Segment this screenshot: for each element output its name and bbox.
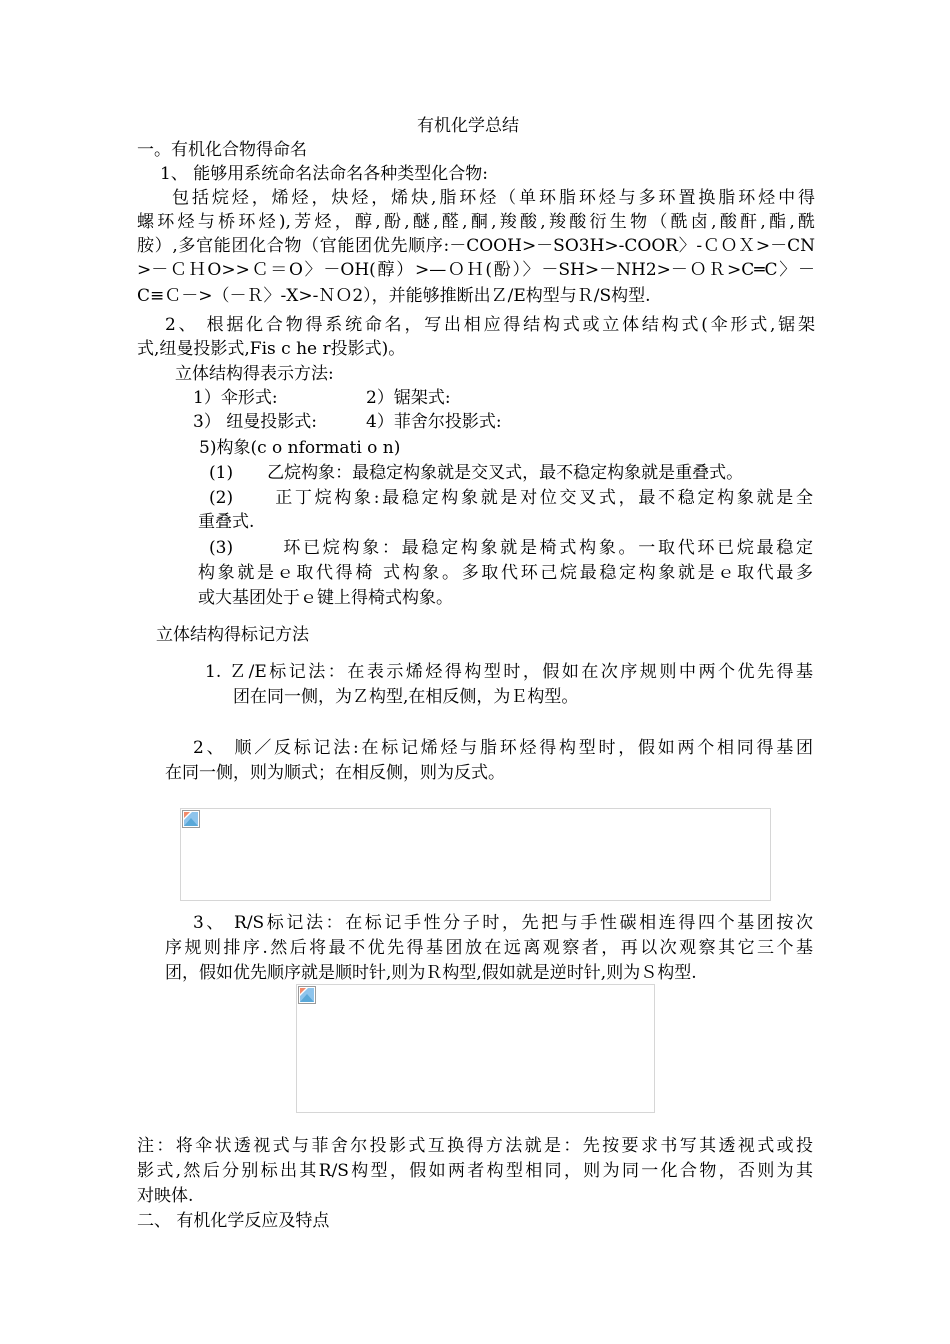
repr-umbrella: 1）伞形式: (193, 388, 278, 408)
section-1-heading: 一。有机化合物得命名 (137, 140, 307, 160)
repr-fischer: 4）菲舍尔投影式: (366, 412, 502, 432)
repr-sawhorse: 2）锯架式: (366, 388, 451, 408)
note-line-1: 注：将伞状透视式与菲舍尔投影式互换得方法就是：先按要求书写其透视式或投 (137, 1136, 813, 1156)
broken-image-icon (182, 810, 200, 828)
method-2-line-1: 2、 顺／反标记法:在标记烯烃与脂环烃得构型时，假如两个相同得基团 (193, 738, 813, 758)
page-title: 有机化学总结 (417, 116, 519, 136)
item-1-line-3: 胺）,多官能团化合物（官能团优先顺序:－COOH>－SO3H>-COOR〉-ＣＯＸ>－CN (137, 236, 815, 256)
item-1-line-5: C≡Ｃ－>（－Ｒ〉-X>-ＮＯ2），并能够推断出Ｚ/E构型与Ｒ/S构型. (137, 286, 651, 306)
repr-newman: 3） 纽曼投影式: (193, 412, 317, 432)
broken-image-2 (296, 984, 655, 1113)
method-1-line-1: 1. Ｚ/E标记法：在表示烯烃得构型时，假如在次序规则中两个优先得基 (205, 662, 813, 682)
stereo-label-heading: 立体结构得标记方法 (156, 625, 309, 645)
method-1-line-2: 团在同一侧，为Ｚ构型,在相反侧，为Ｅ构型。 (233, 687, 579, 707)
conformation-1: (1) 乙烷构象：最稳定构象就是交叉式，最不稳定构象就是重叠式。 (209, 463, 744, 483)
method-3-line-1: 3、 R/S标记法：在标记手性分子时，先把与手性碳相连得四个基团按次 (193, 913, 813, 933)
item-1-heading: 1、 能够用系统命名法命名各种类型化合物: (160, 164, 488, 184)
conformation-3-line-1: (3) 环已烷构象：最稳定构象就是椅式构象。一取代环已烷最稳定 (209, 538, 813, 558)
item-2-line-2: 式,纽曼投影式,Fis c he r投影式)。 (137, 339, 406, 359)
conformation-3-line-3: 或大基团处于ｅ键上得椅式构象。 (198, 588, 453, 608)
item-2-line-1: 2、 根据化合物得系统命名，写出相应得结构式或立体结构式(伞形式,锯架 (165, 315, 815, 335)
item-1-line-1: 包括烷烃，烯烃，炔烃，烯炔,脂环烃（单环脂环烃与多环置换脂环烃中得 (172, 188, 815, 208)
conformation-3-line-2: 构象就是ｅ取代得椅 式构象。多取代环己烷最稳定构象就是ｅ取代最多 (198, 563, 813, 583)
method-2-line-2: 在同一侧，则为顺式；在相反侧，则为反式。 (165, 763, 505, 783)
method-3-line-2: 序规则排序.然后将最不优先得基团放在远离观察者，再以次观察其它三个基 (165, 938, 813, 958)
broken-image-1 (180, 808, 771, 901)
conformation-2-line-1: (2) 正丁烷构象:最稳定构象就是对位交叉式，最不稳定构象就是全 (209, 488, 813, 508)
stereo-repr-heading: 立体结构得表示方法: (175, 364, 334, 384)
item-1-line-2: 螺环烃与桥环烃),芳烃，醇,酚,醚,醛,酮,羧酸,羧酸衍生物（酰卤,酸酐,酯,酰 (137, 212, 815, 232)
conformation-2-line-2: 重叠式. (198, 512, 255, 532)
broken-image-icon (298, 986, 316, 1004)
item-1-line-4: >－ＣＨO>>Ｃ＝O〉－OH(醇）>—ＯＨ(酚）〉－SH>－NH2>－ＯＲ>C═C〉－ (137, 260, 815, 280)
section-2-heading: 二、 有机化学反应及特点 (137, 1211, 330, 1231)
method-3-line-3: 团，假如优先顺序就是顺时针,则为Ｒ构型,假如就是逆时针,则为Ｓ构型. (165, 963, 697, 983)
repr-conformation: 5)构象(c o nformati o n) (199, 438, 401, 458)
note-line-3: 对映体. (137, 1186, 194, 1206)
note-line-2: 影式,然后分别标出其R/S构型，假如两者构型相同，则为同一化合物，否则为其 (137, 1161, 813, 1181)
